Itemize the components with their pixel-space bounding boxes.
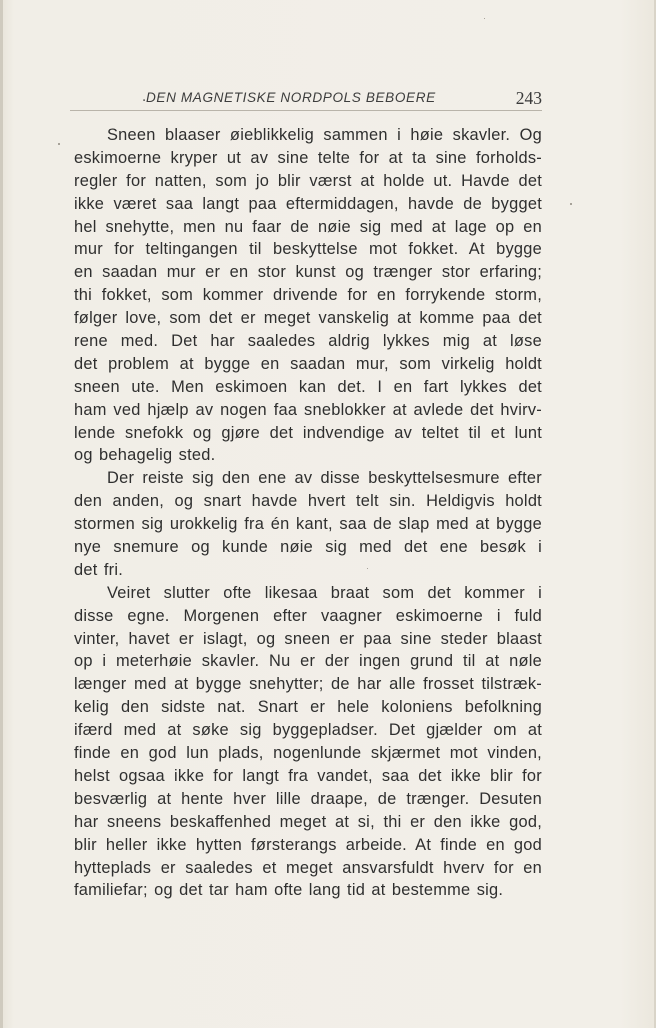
paper-speck xyxy=(58,143,60,145)
text-line: disse egne. Morgenen efter vaagner eskimoerne i fuld xyxy=(74,606,542,625)
text-line: sneen ute. Men eskimoen kan det. I en fart lykkes det xyxy=(74,377,542,396)
paragraph xyxy=(74,124,542,467)
text-line: mur for teltingangen til beskyttelse mot fokket. At bygge xyxy=(74,240,542,259)
text-line: har sneens beskaffenhed meget at si, thi er den ikke god, xyxy=(74,812,542,831)
paragraph xyxy=(74,467,542,581)
text-line: besværlig at hente hver lille draape, de trænger. Desuten xyxy=(74,789,542,808)
paragraph xyxy=(74,582,542,902)
text-line: rene med. Det har saaledes aldrig lykkes mig at løse xyxy=(74,332,542,351)
text-line: blir heller ikke hytten førsterangs arbeide. At finde en god xyxy=(74,835,542,854)
header-rule xyxy=(70,110,542,111)
text-line: op i meterhøie skavler. Nu er der ingen grund til at nøle xyxy=(74,652,542,671)
text-line: Der reiste sig den ene av disse beskyttelsesmure efter xyxy=(107,469,542,488)
page-left-edge xyxy=(0,0,3,1028)
paper-speck xyxy=(367,568,368,569)
text-line: ifærd med at søke sig byggepladser. Det gjælder om at xyxy=(74,721,542,740)
text-line: familiefar; og det tar ham ofte lang tid at bestemme sig. xyxy=(74,881,504,900)
text-line: vinter, havet er islagt, og sneen er paa sine steder blaast xyxy=(74,629,542,648)
text-line: nye snemure og kunde nøie sig med det ene besøk i xyxy=(74,538,542,557)
text-line: en saadan mur er en stor kunst og trænger stor erfaring; xyxy=(74,263,542,282)
text-line: Sneen blaaser øieblikkelig sammen i høie skavler. Og xyxy=(107,126,542,144)
text-line: det fri. xyxy=(74,560,124,579)
text-line: og behagelig sted. xyxy=(74,446,216,465)
text-line: hytteplads er saaledes et meget ansvarsfuldt hverv for en xyxy=(74,858,542,877)
page-number: 243 xyxy=(515,88,542,108)
text-line: Veiret slutter ofte likesaa braat som det kommer i xyxy=(107,583,542,602)
text-line: stormen sig urokkelig fra én kant, saa de slap med at bygge xyxy=(74,515,542,534)
text-line: den anden, og snart havde hvert telt sin. Heldigvis holdt xyxy=(74,492,542,511)
running-head xyxy=(70,88,542,110)
text-line: følger love, som det er meget vanskelig at komme paa det xyxy=(74,309,542,328)
text-line: finde en god lun plads, nogenlunde skjærmet mot vinden, xyxy=(74,744,542,763)
text-line: ham ved hjælp av nogen faa sneblokker at avlede det hvirv- xyxy=(74,400,542,419)
text-line: hel snehytte, men nu faar de nøie sig med at lage op en xyxy=(74,217,542,236)
text-line: helst ogsaa ikke for langt fra vandet, saa det ikke blir for xyxy=(74,766,542,785)
running-head-title: DEN MAGNETISKE NORDPOLS BEBOERE xyxy=(146,90,436,105)
text-line: kelig den sidste nat. Snart er hele koloniens befolkning xyxy=(74,698,542,717)
text-line: lende snefokk og gjøre det indvendige av teltet til et lunt xyxy=(74,423,542,442)
text-line: det problem at bygge en saadan mur, som virkelig holdt xyxy=(74,354,542,373)
text-line: regler for natten, som jo blir værst at holde ut. Havde det xyxy=(74,171,542,190)
text-line: ikke været saa langt paa eftermiddagen, havde de bygget xyxy=(74,194,542,213)
text-line: eskimoerne kryper ut av sine telte for at ta sine forholds- xyxy=(74,148,542,167)
paper-speck xyxy=(484,18,485,19)
body-text xyxy=(74,124,542,902)
text-line: længer med at bygge snehytter; de har alle frosset tilstræk- xyxy=(74,675,542,694)
text-line: thi fokket, som kommer drivende for en forrykende storm, xyxy=(74,286,542,305)
paper-speck xyxy=(570,203,572,205)
head-mark: . xyxy=(142,90,147,105)
